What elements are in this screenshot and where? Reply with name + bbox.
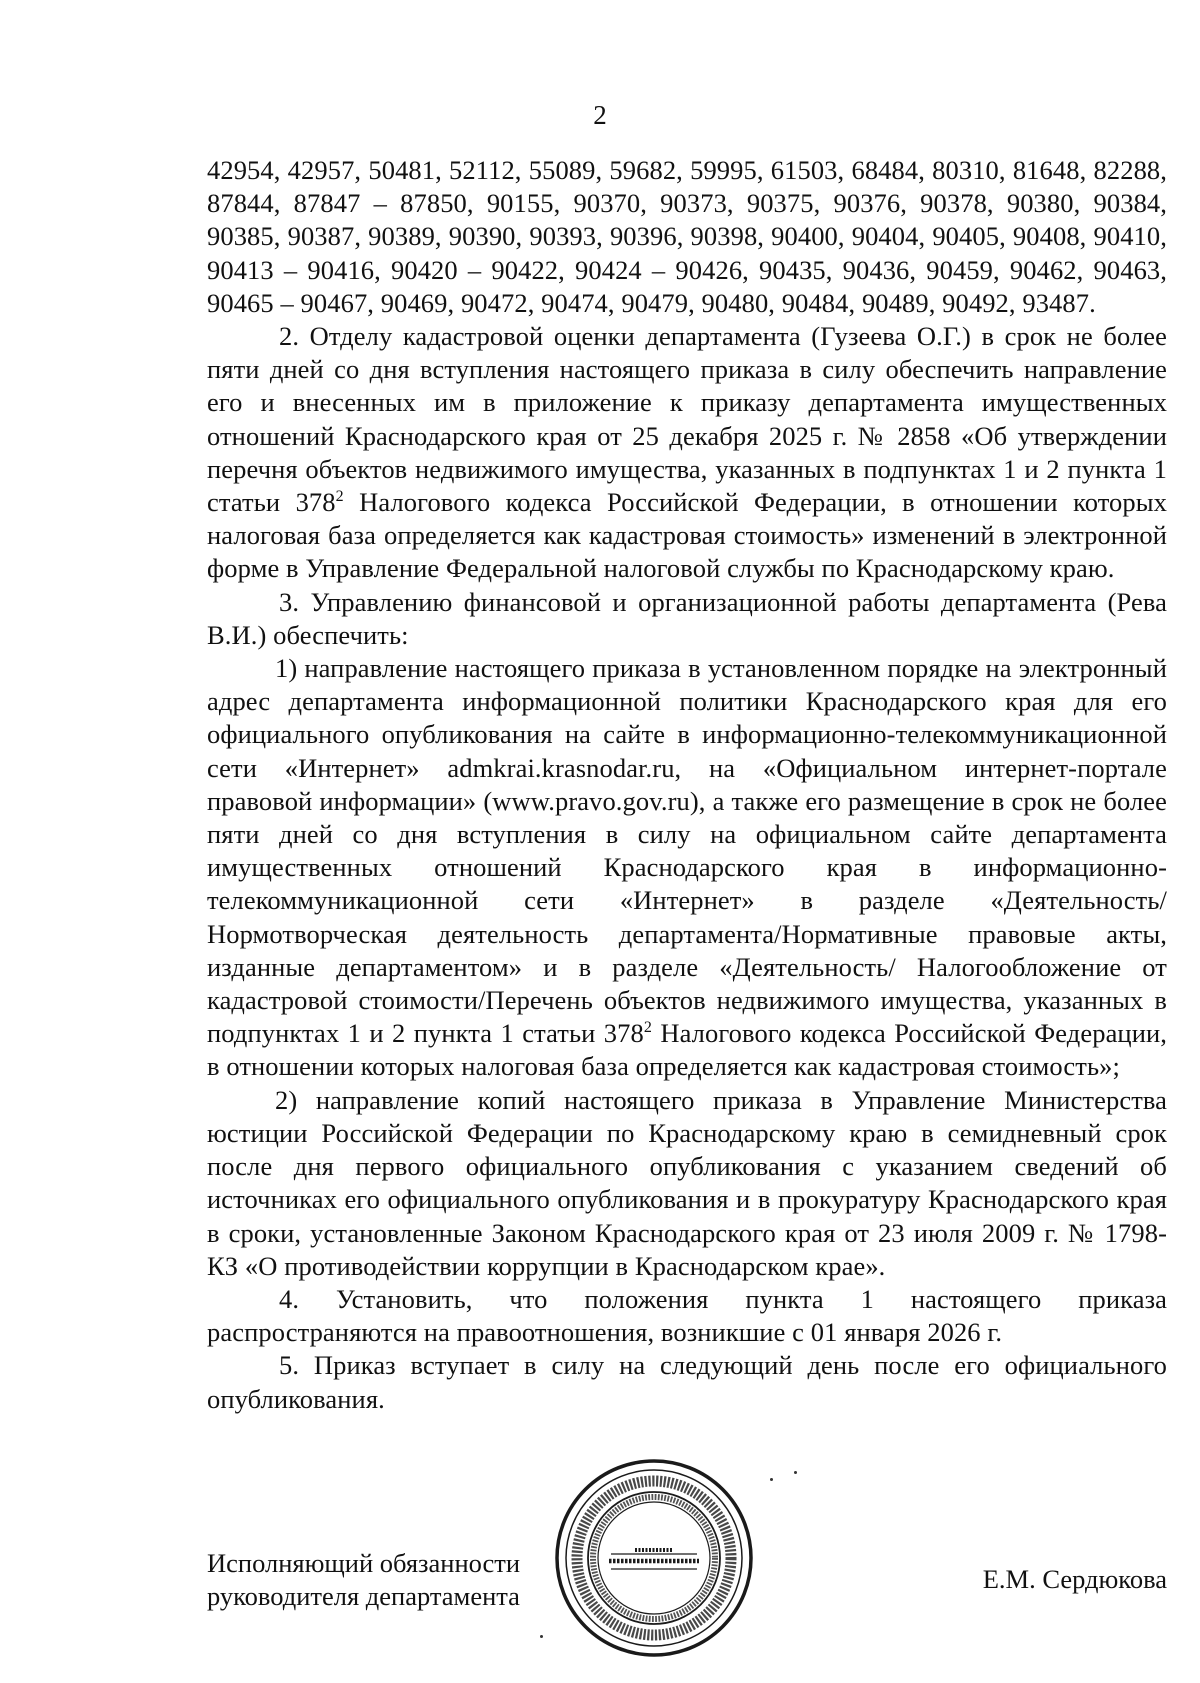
scan-speck	[770, 1478, 773, 1481]
paragraph-3: 3. Управлению финансовой и организационной работы департамента (Рева В.И.) обеспечить:	[207, 586, 1167, 650]
paragraph-3-1-text-a: 1) направление настоящего приказа в установленном порядке на электронный адрес департамента информационной политики Краснодарского края для его официального опубликования на сайте в информационно-телекоммуникационной сети «Интернет» admkrai.krasnodar.ru, на «Официальном интернет-портале правовой информации» (www.pravo.gov.ru), а также его размещение в срок не более пяти дней со дня вступления в силу на официальном сайте департамента имущественных отношений Краснодарского края в информационно-телекоммуникационной сети «Интернет» в разделе «Деятельность/Нормотворческая деятельность департамента/Нормативные правовые акты, изданные департаментом» и в разделе «Деятельность/ Налогообложение от кадастровой стоимости/Перечень объектов недвижимого имущества, указанных в подпунктах 1 и 2 пункта 1 статьи 378	[207, 653, 1167, 1049]
paragraph-object-numbers: 42954, 42957, 50481, 52112, 55089, 59682, 59995, 61503, 68484, 80310, 81648, 82288, 87844, 87847 – 87850, 90155, 90370, 90373, 90375, 90376, 90378, 90380, 90384, 90385, 90387, 90389, 90390, 90393, 90396, 90398, 90400, 90404, 90405, 90408, 90410, 90413 – 90416, 90420 – 90422, 90424 – 90426, 90435, 90436, 90459, 90462, 90463, 90465 – 90467, 90469, 90472, 90474, 90479, 90480, 90484, 90489, 90492, 93487.	[207, 155, 1167, 318]
signatory-name: Е.М. Сердюкова	[982, 1564, 1167, 1594]
paragraph-2-text-b: Налогового кодекса Российской Федерации, в отношении которых налоговая база определяется как кадастровая стоимость» изменений в электронной форме в Управление Федеральной налоговой службы по Краснодарскому краю.	[207, 487, 1168, 584]
paragraph-3-1-text-b: Налогового кодекса Российской Федерации, в отношении которых налоговая база определяется как кадастровая стоимость»;	[207, 1018, 1167, 1082]
scan-speck	[794, 1471, 797, 1474]
document-body	[207, 154, 1167, 1416]
paragraph-3-1	[207, 652, 1167, 1084]
signatory-position-line-1: Исполняющий обязанности	[207, 1548, 521, 1578]
paragraph-2-text-a: 2. Отделу кадастровой оценки департамента (Гузеева О.Г.) в срок не более пяти дней со дня вступления настоящего приказа в силу обеспечить направление его и внесенных им в приложение к приказу департамента имущественных отношений Краснодарского края от 25 декабря 2025 г. № 2858 «Об утверждении перечня объектов недвижимого имущества, указанных в подпунктах 1 и 2 пункта 1 статьи 378	[207, 321, 1167, 518]
signatory-position-line-2: руководителя департамента	[207, 1581, 520, 1611]
paragraph-4: 4. Установить, что положения пункта 1 настоящего приказа распространяются на правоотношения, возникшие с 01 января 2026 г.	[207, 1283, 1167, 1348]
official-seal-icon	[553, 1457, 755, 1659]
paragraph-5: 5. Приказ вступает в силу на следующий день после его официального опубликования.	[207, 1350, 1167, 1414]
page-number: 2	[593, 100, 607, 130]
scan-speck	[540, 1635, 543, 1638]
signatory-position	[207, 1547, 520, 1613]
paragraph-3-1-superscript: 2	[643, 1019, 652, 1037]
paragraph-2-superscript: 2	[335, 488, 344, 506]
paragraph-3-2: 2) направление копий настоящего приказа в Управление Министерства юстиции Российской Федерации по Краснодарскому краю в семидневный срок после дня первого официального опубликования с указанием сведений об источниках его официального опубликования и в прокуратуру Краснодарского края в сроки, установленные Законом Краснодарского края от 23 июля 2009 г. № 1798-КЗ «О противодействии коррупции в Краснодарском крае».	[207, 1084, 1167, 1281]
paragraph-2	[207, 320, 1167, 586]
